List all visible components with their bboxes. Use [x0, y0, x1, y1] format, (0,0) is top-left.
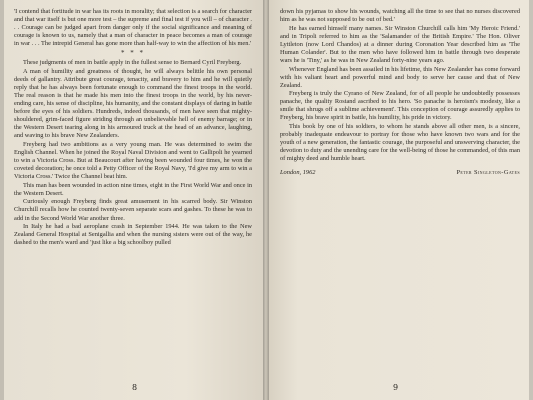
body-paragraph: down his pyjamas to show his wounds, watching all the time to see that no nurses discovered him as he was not supposed to be out of bed.'	[280, 8, 520, 24]
left-page-text	[14, 8, 252, 248]
right-page	[266, 0, 533, 400]
opening-quote-paragraph: 'I contend that fortitude in war has its roots in morality; that selection is a search for character and that war itself is but one more test – the supreme and final test if you will – of character . . . Courage can be judged apart from danger only if the social significance and meaning of courage is known to us, namely that a man of character in peace becomes a man of courage in war . . . The intrepid General has gone more than half-way to win the affection of his men.'	[14, 8, 252, 48]
body-paragraph: This book by one of his soldiers, to whom he stands above all other men, is a sincere, probably inadequate endeavour to portray for those who have known two wars and for the youth of a new generation, the fantastic courage, the purposeful and unswerving character, the devotion to duty and the unending care for the well-being of those he commanded, of this man of mighty deed and humble heart.	[280, 123, 520, 163]
right-edge-shadow	[529, 0, 533, 400]
page-number-right: 9	[393, 383, 399, 392]
right-page-text	[280, 8, 520, 177]
body-paragraph: These judgments of men in battle apply in the fullest sense to Bernard Cyril Freyberg.	[23, 59, 242, 67]
body-paragraph: This man has been wounded in action nine times, eight in the First World War and once in the Western Desert.	[14, 181, 252, 197]
author-name: Peter Singleton-Gates	[456, 169, 520, 177]
place-date: London, 1962	[280, 169, 316, 177]
book-gutter	[263, 0, 269, 400]
body-paragraph: A man of humility and greatness of thought, he will always belittle his own personal deeds of gallantry. Attribute great courage, tenacity, and bravery to him and he will quietly reply that he has always been fortunate enough to command the finest troops in the world. The real reason is that he made his men into the finest troops in the world, by his never-ending care, his sense of discipline, his humanity, and the constant displays of daring in battle before the eyes of his soldiers. Hundreds, indeed thousands, of men have seen that mighty-shouldered, grim-faced figure striding through an unbelievable hell of enemy barrage; or in the Western Desert tearing along in his armoured truck at the head of an advance, laughing, and waving to his brave New Zealanders.	[14, 67, 252, 140]
signature-line	[280, 169, 520, 177]
body-paragraph: He has earned himself many names. Sir Winston Churchill calls him 'My Heroic Friend.' and in Tripoli referred to him as the 'Salamander of the British Empire.' The Hon. Oliver Lyttleton (now Lord Chandos) at a dinner during Coronation Year described him as 'The Human Colander'. But to the men who have followed him in battle through two desperate wars he is 'Tiny,' as he was in New Zealand forty-nine years ago.	[280, 24, 520, 64]
body-paragraph: Curiously enough Freyberg finds great amusement in his scarred body. Sir Winston Churchill recalls how he counted twenty-seven separate scars and gashes. To these he was to add in the Second World War another three.	[14, 198, 252, 222]
section-separator: * * *	[121, 49, 145, 58]
left-page	[0, 0, 266, 400]
body-paragraph: In Italy he had a bad aeroplane crash in September 1944. He was taken to the New Zealand General Hospital at Senigallia and when the nursing sisters were out of the way, he dashed to the men's ward and 'just like a big schoolboy pulled	[14, 223, 252, 247]
body-paragraph: Freyberg had two ambitions as a very young man. He was determined to swim the English Channel. When he joined the Royal Naval Division and went to Gallipoli he yearned to win a Victoria Cross. But at Beaucourt after having been wounded four times, he won the coveted decoration; he once told a Petty Officer of the Royal Navy, 'I'd give my arm to win a Victoria Cross.' Twice the Channel beat him.	[14, 140, 252, 181]
left-edge-shadow	[0, 0, 4, 400]
body-paragraph: Freyberg is truly the Cyrano of New Zealand, for of all people he undoubtedly possesses panache, the quality Rostand ascribed to his hero. 'So panache is heroism's modesty, like a smile that shrugs off a sublime achievement'. This conception of courage assuredly applies to Freyberg, his brave spirit in battle, his humility, his pride in victory.	[280, 90, 520, 122]
body-paragraph: Whenever England has been assailed in his lifetime, this New Zealander has come forward with his valiant heart and powerful mind and body to serve her cause and that of New Zealand.	[280, 65, 520, 89]
page-number-left: 8	[132, 383, 138, 392]
